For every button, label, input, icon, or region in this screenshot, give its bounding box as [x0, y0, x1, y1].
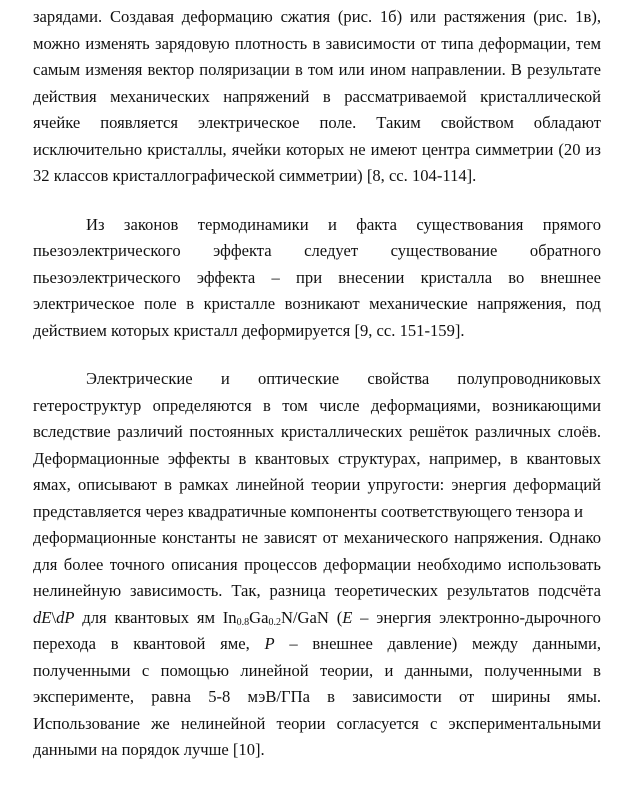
text-line: полученными с помощью линейной теории, и данными, полученными в: [33, 660, 601, 680]
formula-subscript: 0.8: [236, 616, 250, 628]
text-line: Деформационные эффекты в квантовых структурах, например, в квантовых: [33, 448, 601, 468]
text-line: деформационные константы не зависят от механического напряжения. Однако: [33, 528, 601, 547]
text-line: представляется через квадратичные компоненты соответствующего тензора и: [33, 501, 584, 521]
text-line: самым изменяя вектор поляризации в том или ином направлении. В результате: [33, 60, 601, 79]
text-line: [33, 631, 601, 658]
formula-text: для квантовых ям In: [74, 607, 237, 627]
text-line: зарядами. Создавая деформацию сжатия (рис. 1б) или растяжения (рис. 1в),: [33, 7, 601, 26]
paragraph-3: [33, 366, 601, 764]
text-line: данными на порядок лучше [10].: [33, 740, 265, 759]
text-line: можно изменять зарядовую плотность в зависимости от типа деформации, тем: [33, 33, 601, 53]
text-line: вследствие различий постоянных кристаллических решёток различных слоёв.: [33, 422, 601, 441]
text-segment: – внешнее давление) между данными,: [274, 634, 601, 653]
text-line: Использование же нелинейной теории согласуется с экспериментальными: [33, 713, 601, 733]
text-line: пьезоэлектрического эффекта следует существование обратного: [33, 241, 601, 260]
text-line: пьезоэлектрического эффекта – при внесении кристалла во внешнее: [33, 267, 601, 287]
formula-subscript: 0.2: [268, 616, 281, 628]
paragraph-2: [33, 212, 601, 345]
text-line: Из законов термодинамики и факта существования прямого: [86, 214, 601, 234]
formula-var-p: P: [264, 634, 275, 653]
text-line: действием которых кристалл деформируется [9, сс. 151-159].: [33, 320, 465, 340]
text-line: ямах, описывают в рамках линейной теории упругости: энергия деформаций: [33, 475, 601, 494]
text-line: электрическое поле в кристалле возникают механические напряжения, под: [33, 294, 601, 313]
text-line: 32 классов кристаллографической симметрии) [8, сс. 104-114].: [33, 166, 477, 185]
formula-var-de: dE: [33, 607, 52, 627]
formula-var-dp: dP: [56, 607, 75, 627]
formula-text: Ga: [249, 607, 269, 627]
text-line: для более точного описания процессов деформации необходимо использовать: [33, 554, 601, 574]
formula-slash: \: [51, 607, 57, 627]
formula-line: [33, 605, 601, 632]
text-line: ячейке появляется электрическое поле. Таким свойством обладают: [33, 113, 601, 132]
text-line: Электрические и оптические свойства полупроводниковых: [86, 369, 601, 388]
text-line: действия механических напряжений в рассматриваемой кристаллической: [33, 86, 601, 106]
paragraph-1: [33, 4, 601, 190]
formula-text: N/GaN (: [280, 607, 343, 627]
formula-var-e: E: [342, 607, 353, 627]
text-line: нелинейную зависимость. Так, разница теоретических результатов подсчёта: [33, 581, 601, 600]
document-page: [33, 4, 601, 764]
text-segment: перехода в квантовой яме,: [33, 634, 265, 653]
text-line: гетероструктур определяются в том числе деформациями, возникающими: [33, 395, 601, 415]
text-line: эксперименте, равна 5-8 мэВ/ГПа в зависимости от ширины ямы.: [33, 687, 601, 706]
text-line: исключительно кристаллы, ячейки которых не имеют центра симметрии (20 из: [33, 139, 601, 159]
formula-text: – энергия электронно-дырочного: [352, 607, 601, 627]
